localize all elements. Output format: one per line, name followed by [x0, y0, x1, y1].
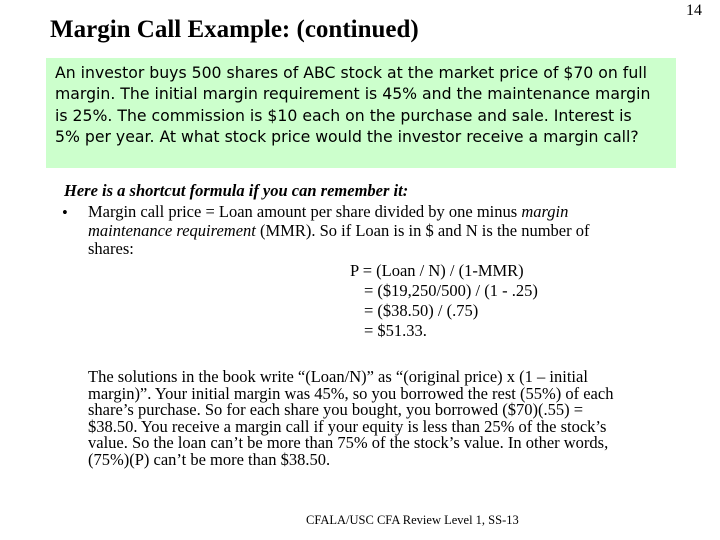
bullet-icon: •: [62, 203, 68, 222]
shortcut-heading: Here is a shortcut formula if you can remember it:: [64, 181, 409, 200]
bullet-line: [88, 222, 678, 241]
footer-text: CFALA/USC CFA Review Level 1, SS-13: [306, 513, 519, 527]
formula-line: = ($38.50) / (.75): [364, 301, 479, 320]
solution-line: The solutions in the book write “(Loan/N)” as “(original price) x (1 – initial: [88, 367, 588, 386]
problem-line: 5% per year. At what stock price would the investor receive a margin call?: [55, 126, 639, 146]
slide-title: Margin Call Example: (continued): [50, 16, 419, 43]
problem-line: is 25%. The commission is $10 each on the purchase and sale. Interest is: [55, 105, 632, 125]
solution-line: (75%)(P) can’t be more than $38.50.: [88, 449, 331, 469]
formula-line: = ($19,250/500) / (1 - .25): [364, 281, 538, 300]
bullet-line: [88, 203, 678, 222]
formula-line: = $51.33.: [364, 321, 427, 340]
solution-paragraph: [88, 369, 613, 469]
solution-line: margin)”. Your initial margin was 45%, so you borrowed the rest (55%) of each: [88, 383, 614, 403]
solution-line: share’s purchase. So for each share you bought, you borrowed ($70)(.55) =: [88, 400, 583, 420]
bullet-line: shares:: [88, 239, 134, 259]
problem-box: [46, 58, 676, 168]
solution-line: value. So the loan can’t be more than 75% of the stock’s value. In other words,: [88, 433, 609, 453]
formula-line: P = (Loan / N) / (1-MMR): [350, 261, 524, 280]
problem-line: An investor buys 500 shares of ABC stock at the market price of $70 on full: [55, 63, 647, 82]
formula-block: [350, 261, 538, 341]
problem-line: margin. The initial margin requirement is 45% and the maintenance margin: [55, 84, 651, 104]
bullet-text: [88, 203, 678, 259]
page-number: 14: [686, 2, 702, 19]
bullet-line1-italic: margin: [521, 202, 569, 221]
bullet-line2-italic: maintenance requirement: [88, 220, 256, 240]
bullet-line1-prefix: Margin call price = Loan amount per share divided by one minus: [88, 202, 522, 221]
solution-line: $38.50. You receive a margin call if your equity is less than 25% of the stock’s: [88, 416, 607, 436]
bullet-line2-rest: (MMR). So if Loan is in $ and N is the number of: [255, 220, 590, 240]
